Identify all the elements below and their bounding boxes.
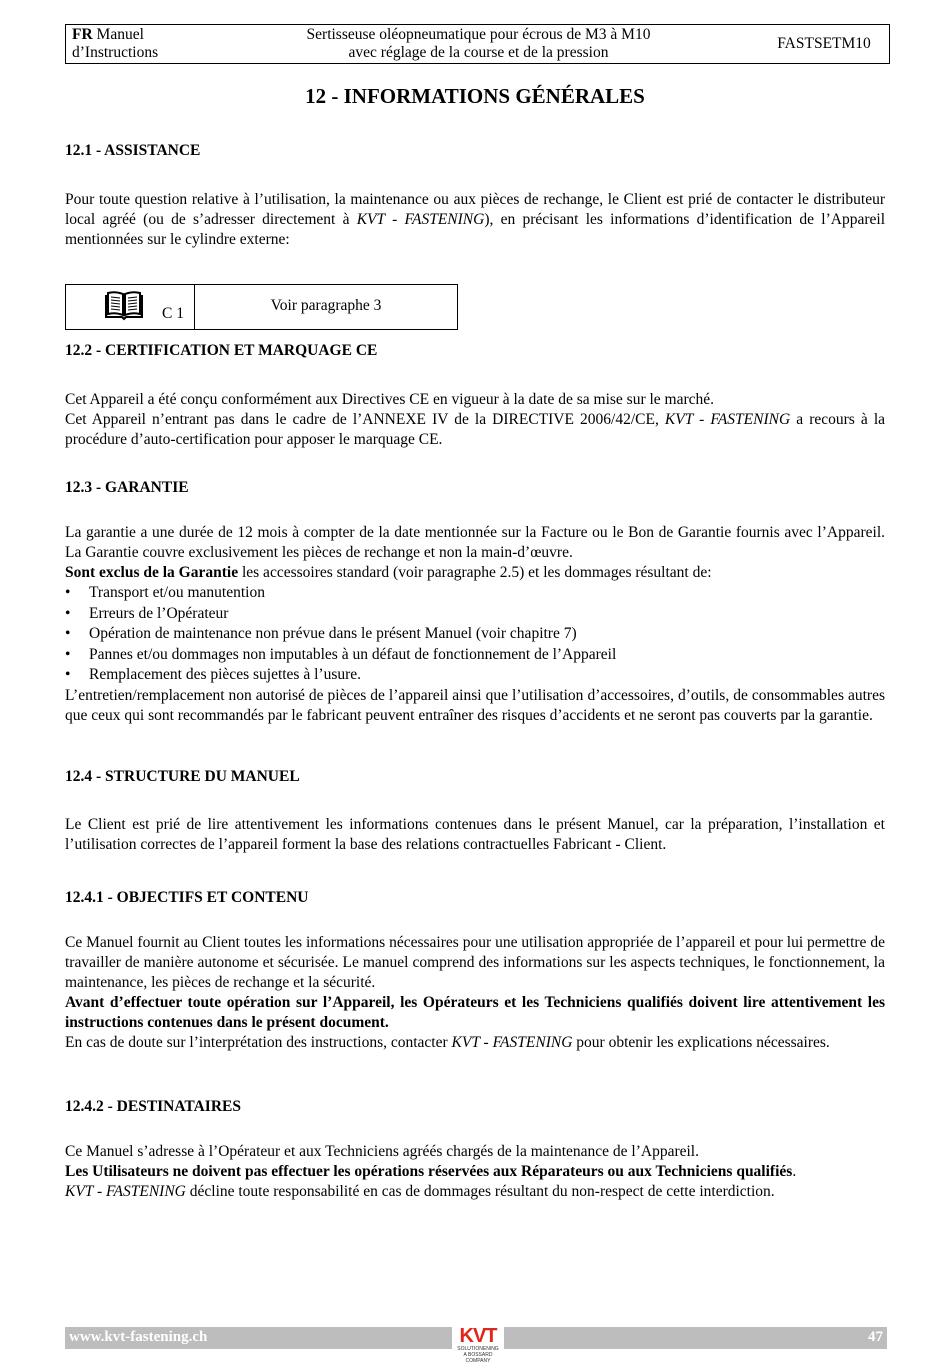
logo-subtitle-2: A BOSSARD COMPANY: [463, 1352, 493, 1364]
garantie-intro: La garantie a une durée de 12 mois à compter de la date mentionnée sur la Facture ou le Bon de Garantie fournis avec l’Appareil. La Garantie couvre exclusivement les pièces de rechange et non la main-d’œuvre.: [65, 524, 885, 561]
company-name: KVT - FASTENING: [451, 1034, 573, 1051]
company-name: KVT - FASTENING: [356, 211, 485, 228]
list-item: • Transport et/ou manutention: [65, 583, 885, 604]
company-name: KVT - FASTENING: [65, 1183, 186, 1200]
exclusion-list: [65, 583, 885, 686]
section-heading-garantie: 12.3 - GARANTIE: [65, 479, 189, 496]
list-item: • Pannes et/ou dommages non imputables à un défaut de fonctionnement de l’Appareil: [65, 645, 885, 666]
objectifs-intro: Ce Manuel fournit au Client toutes les informations nécessaires pour une utilisation appropriée de l’appareil et pour lui permettre de travailler de manière autonome et sécurisée. Le manuel comprend des informations sur les aspects techniques, le fonctionnement, la maintenance, les pièces de rechange et la sécurité.: [65, 934, 885, 991]
list-item: • Erreurs de l’Opérateur: [65, 604, 885, 625]
section-heading-destinataires: 12.4.2 - DESTINATAIRES: [65, 1098, 241, 1115]
header-lang: FR: [72, 26, 93, 43]
reference-text: Voir paragraphe 3: [270, 297, 382, 314]
certification-line-1: Cet Appareil a été conçu conformément aux Directives CE en vigueur à la date de sa mise sur le marché.: [65, 391, 715, 408]
garantie-paragraph: La garantie a une durée de 12 mois à compter de la date mentionnée sur la Facture ou le Bon de Garantie fournis avec l’Appareil. La Garantie couvre exclusivement les pièces de rechange et non la main-d’œuvre. Sont exclus de la Garantie les accessoires standard (voir paragraphe 2.5) et les dommages résultant de: • Transport et/ou manutention • Erreurs de l’Opérateur • Opération de maintenance non prévue dans le présent Manuel (voir chapitre 7) • Pannes et/ou dommages non imputables à un défaut de fonctionnement de l’Appareil • Remplacement des pièces sujettes à l’usure. L’entretien/remplacement non autorisé de pièces de l’appareil ainsi que l’utilisation d’accessoires, d’outils, de consommables autres que ceux qui sont recommandés par le fabricant peuvent entraîner des risques d’accidents et ne seront pas couverts par la garantie.: [65, 523, 885, 726]
objectifs-paragraph: Ce Manuel fournit au Client toutes les informations nécessaires pour une utilisation appropriée de l’appareil et pour lui permettre de travailler de manière autonome et sécurisée. Le manuel comprend des informations sur les aspects techniques, le fonctionnement, la maintenance, les pièces de rechange et la sécurité. Avant d’effectuer toute opération sur l’Appareil, les Opérateurs et les Techniciens qualifiés doivent lire attentivement les instructions contenues dans le présent document. En cas de doute sur l’interprétation des instructions, contacter KVT - FASTENING pour obtenir les explications nécessaires.: [65, 934, 885, 1051]
structure-paragraph: Le Client est prié de lire attentivement les informations contenues dans le présent Manuel, car la préparation, l’installation et l’utilisation correctes de l’appareil forment la base des relations contractuelles Fabricant - Client.: [65, 816, 885, 853]
header-manual-label: [66, 25, 198, 63]
book-icon: [104, 291, 144, 321]
destinataires-line-1: Ce Manuel s’adresse à l’Opérateur et aux Techniciens agréés chargés de la maintenance de l’Appareil.: [65, 1143, 699, 1160]
destinataires-paragraph: Ce Manuel s’adresse à l’Opérateur et aux Techniciens agréés chargés de la maintenance de l’Appareil. Les Utilisateurs ne doivent pas effectuer les opérations réservées aux Réparateurs ou aux Techniciens qualifiés. KVT - FASTENING décline toute responsabilité en cas de dommages résultant du non-respect de cette interdiction.: [65, 1142, 885, 1202]
list-item: • Remplacement des pièces sujettes à l’usure.: [65, 665, 885, 686]
header-product-line1: Sertisseuse oléopneumatique pour écrous de M3 à M10: [306, 26, 651, 43]
list-item: • Opération de maintenance non prévue dans le présent Manuel (voir chapitre 7): [65, 624, 885, 645]
certification-paragraph: Cet Appareil a été conçu conformément aux Directives CE en vigueur à la date de sa mise sur le marché. Cet Appareil n’entrant pas dans le cadre de l’ANNEXE IV de la DIRECTIVE 2006/42/CE, KVT - FASTENING a recours à la procédure d’auto-certification pour apposer le marquage CE.: [65, 391, 886, 448]
garantie-warning: L’entretien/remplacement non autorisé de pièces de l’appareil ainsi que l’utilisation d’accessoires, d’outils, de consommables autres que ceux qui sont recommandés par le fabricant peuvent entraîner des risques d’accidents et ne seront pas couverts par la garantie.: [65, 686, 885, 724]
header-instructions: d’Instructions: [72, 44, 159, 61]
section-heading-objectifs: 12.4.1 - OBJECTIFS ET CONTENU: [65, 889, 309, 906]
kvt-logo: [452, 1325, 504, 1364]
footer-url[interactable]: www.kvt-fastening.ch: [69, 1329, 208, 1345]
logo-mark: KVT: [459, 1325, 497, 1347]
destinataires-warning: Les Utilisateurs ne doivent pas effectuer les opérations réservées aux Réparateurs ou aux Techniciens qualifiés: [65, 1163, 793, 1180]
objectifs-warning: Avant d’effectuer toute opération sur l’Appareil, les Opérateurs et les Techniciens qualifiés doivent lire attentivement les instructions contenues dans le présent document.: [65, 994, 885, 1031]
reference-icon-cell: [66, 285, 195, 329]
header-product-line2: avec réglage de la course et de la pression: [348, 44, 609, 61]
garantie-exclusion-bold: Sont exclus de la Garantie: [65, 564, 239, 581]
page-title: 12 - INFORMATIONS GÉNÉRALES: [305, 84, 645, 108]
reference-box: [65, 284, 458, 330]
section-heading-certification: 12.2 - CERTIFICATION ET MARQUAGE CE: [65, 342, 378, 359]
header-model: FASTSETM10: [777, 35, 871, 52]
header-product: [198, 25, 759, 63]
company-name: KVT - FASTENING: [664, 411, 791, 428]
header-manual-word: Manuel: [96, 26, 144, 43]
section-heading-structure: 12.4 - STRUCTURE DU MANUEL: [65, 768, 300, 785]
page-number: 47: [868, 1329, 883, 1345]
logo-subtitle: SOLUTIONENING: [457, 1346, 499, 1352]
assistance-paragraph: Pour toute question relative à l’utilisation, la maintenance ou aux pièces de rechange, le Client est prié de contacter le distributeur local agréé (ou de s’adresser directement à KVT - FASTENING), en précisant les informations d’identification de l’Appareil mentionnées sur le cylindre externe:: [65, 191, 885, 248]
section-heading-assistance: 12.1 - ASSISTANCE: [65, 142, 201, 159]
reference-code: C 1: [162, 305, 184, 322]
page-header: [65, 24, 890, 64]
